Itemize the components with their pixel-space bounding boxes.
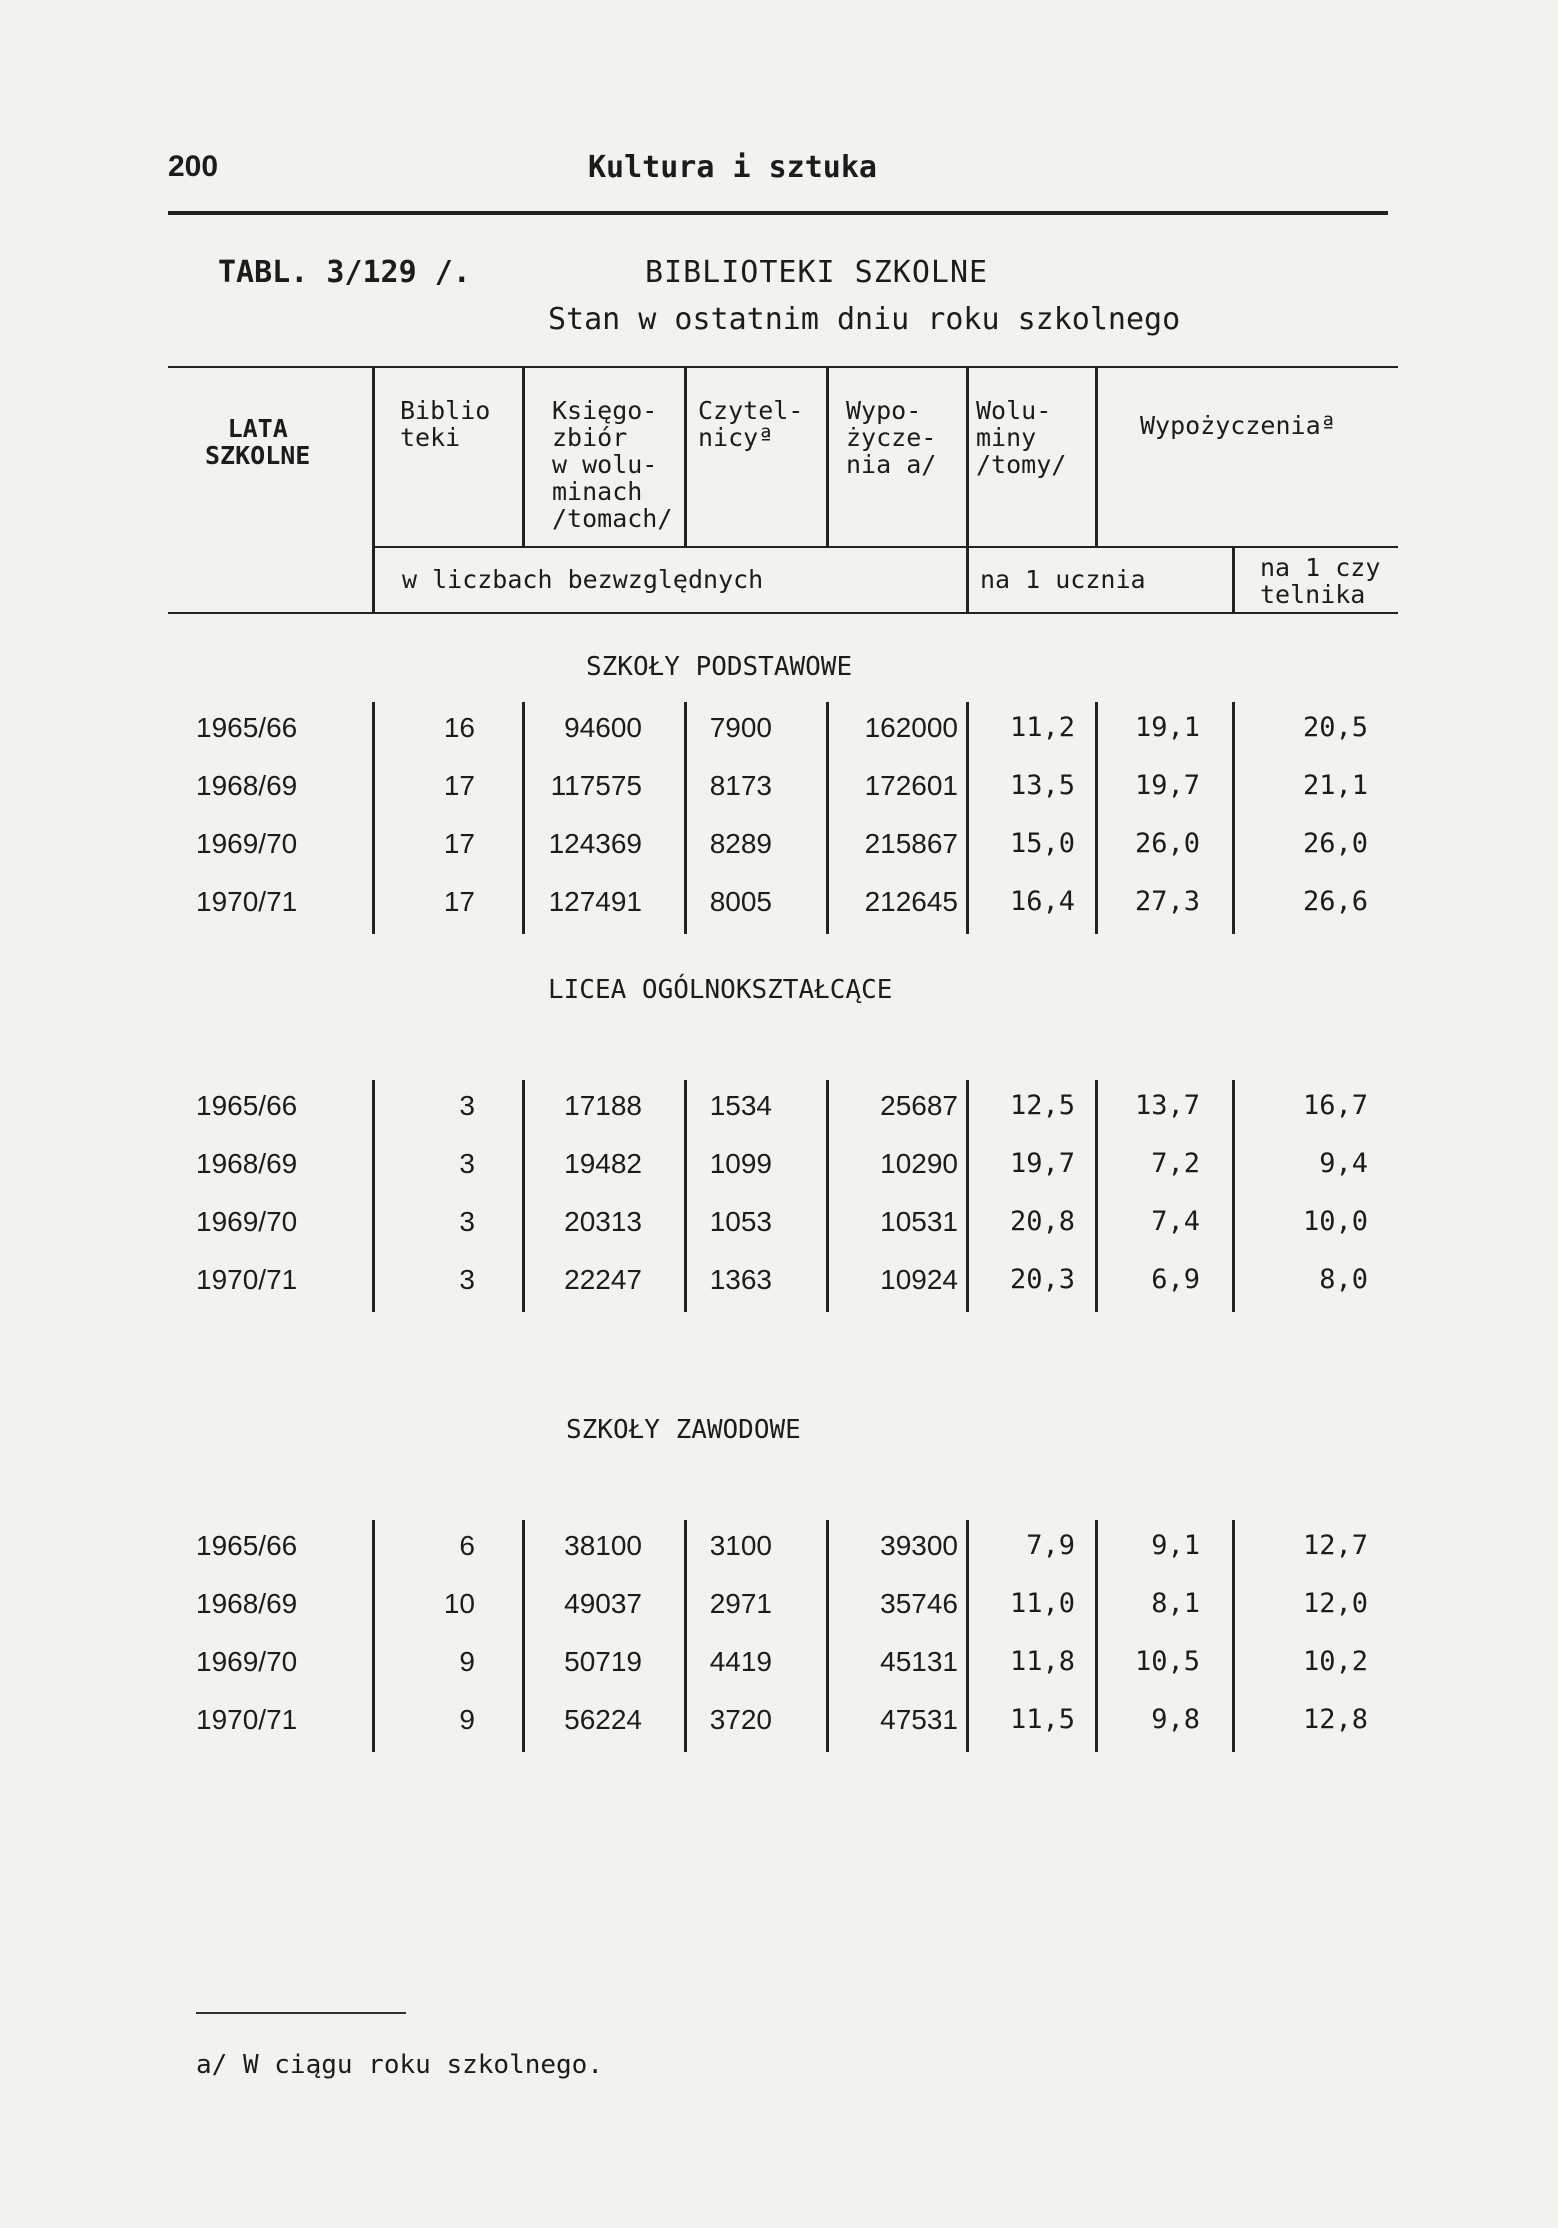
cell-ksieg: 94600 <box>564 712 642 743</box>
cell-wyp: 172601 <box>864 770 958 801</box>
cell-wyp-czyt: 10,2 <box>1302 1646 1368 1677</box>
header-per-pupil: na 1 ucznia <box>980 565 1146 594</box>
cell-ksieg: 19482 <box>564 1148 642 1179</box>
cell-wol: 15,0 <box>1009 828 1075 859</box>
page-number: 200 <box>168 150 219 183</box>
cell-czyt: 3100 <box>709 1530 772 1561</box>
row-year: 1970/71 <box>196 1264 298 1295</box>
cell-wyp-czyt: 26,0 <box>1302 828 1368 859</box>
header-divider-3 <box>684 366 687 546</box>
cell-wyp-czyt: 12,7 <box>1302 1530 1368 1561</box>
header-wypozyczenia-a: Wypożyczeniaª <box>1140 411 1336 440</box>
row-year: 1968/69 <box>196 1588 298 1619</box>
row-year: 1965/66 <box>196 712 298 743</box>
cell-wol: 16,4 <box>1009 886 1075 917</box>
cell-wol: 11,5 <box>1009 1704 1075 1735</box>
cell-bib: 10 <box>443 1588 475 1619</box>
cell-czyt: 1363 <box>709 1264 772 1295</box>
header-divider-2 <box>522 366 525 546</box>
cell-wyp: 45131 <box>880 1646 958 1677</box>
header-divider-1 <box>372 366 375 612</box>
column-divider <box>522 1520 525 1752</box>
header-years: LATA SZKOLNE <box>205 414 311 470</box>
cell-wyp-uczn: 9,8 <box>1151 1704 1200 1735</box>
cell-ksieg: 38100 <box>564 1530 642 1561</box>
cell-bib: 3 <box>459 1090 475 1121</box>
column-divider <box>1095 702 1098 934</box>
cell-czyt: 3720 <box>709 1704 772 1735</box>
header-divider-6 <box>1095 366 1098 546</box>
cell-czyt: 8289 <box>709 828 772 859</box>
header-mid-rule <box>375 546 1398 548</box>
table-title: BIBLIOTEKI SZKOLNE <box>645 255 989 290</box>
cell-ksieg: 17188 <box>564 1090 642 1121</box>
column-divider <box>1232 702 1235 934</box>
running-title: Kultura i sztuka <box>588 150 877 185</box>
header-czytelnicy: Czytel- nicyª <box>698 396 804 452</box>
cell-ksieg: 127491 <box>548 886 642 917</box>
cell-wyp-uczn: 8,1 <box>1151 1588 1200 1619</box>
cell-bib: 9 <box>459 1704 475 1735</box>
cell-wyp-uczn: 19,1 <box>1134 712 1200 743</box>
header-bottom-rule <box>168 612 1398 614</box>
cell-wyp-uczn: 13,7 <box>1134 1090 1200 1121</box>
row-year: 1969/70 <box>196 1206 298 1237</box>
cell-wyp-czyt: 12,0 <box>1302 1588 1368 1619</box>
cell-wyp-czyt: 20,5 <box>1302 712 1368 743</box>
cell-wyp-czyt: 10,0 <box>1302 1206 1368 1237</box>
cell-wyp-uczn: 7,2 <box>1151 1148 1200 1179</box>
section-title: LICEA OGÓLNOKSZTAŁCĄCE <box>548 975 893 1005</box>
cell-wyp: 162000 <box>864 712 958 743</box>
cell-wol: 20,8 <box>1009 1206 1075 1237</box>
header-per-reader: na 1 czy telnika <box>1260 553 1381 609</box>
cell-wyp-czyt: 26,6 <box>1302 886 1368 917</box>
column-divider <box>826 702 829 934</box>
column-divider <box>1232 1520 1235 1752</box>
cell-wyp-czyt: 21,1 <box>1302 770 1368 801</box>
row-year: 1968/69 <box>196 1148 298 1179</box>
cell-ksieg: 56224 <box>564 1704 642 1735</box>
cell-wol: 20,3 <box>1009 1264 1075 1295</box>
row-year: 1970/71 <box>196 1704 298 1735</box>
row-year: 1965/66 <box>196 1090 298 1121</box>
cell-czyt: 8173 <box>709 770 772 801</box>
cell-bib: 3 <box>459 1206 475 1237</box>
header-rule <box>168 211 1388 215</box>
cell-wyp: 25687 <box>880 1090 958 1121</box>
column-divider <box>522 702 525 934</box>
header-top-rule <box>168 366 1398 368</box>
header-woluminy: Wolu- miny /tomy/ <box>976 396 1067 479</box>
cell-wyp-czyt: 12,8 <box>1302 1704 1368 1735</box>
cell-wyp: 10531 <box>880 1206 958 1237</box>
column-divider <box>684 702 687 934</box>
cell-wol: 13,5 <box>1009 770 1075 801</box>
column-divider <box>826 1080 829 1312</box>
cell-wol: 19,7 <box>1009 1148 1075 1179</box>
cell-wyp-czyt: 9,4 <box>1319 1148 1368 1179</box>
cell-bib: 17 <box>443 886 475 917</box>
cell-czyt: 1099 <box>709 1148 772 1179</box>
column-divider <box>372 702 375 934</box>
cell-czyt: 8005 <box>709 886 772 917</box>
column-divider <box>372 1520 375 1752</box>
section-title: SZKOŁY PODSTAWOWE <box>586 652 853 682</box>
section-title: SZKOŁY ZAWODOWE <box>566 1415 801 1445</box>
cell-wyp: 212645 <box>864 886 958 917</box>
cell-wyp-czyt: 8,0 <box>1319 1264 1368 1295</box>
cell-wyp-uczn: 26,0 <box>1134 828 1200 859</box>
cell-wyp-uczn: 7,4 <box>1151 1206 1200 1237</box>
cell-wyp: 215867 <box>864 828 958 859</box>
column-divider <box>1232 1080 1235 1312</box>
cell-bib: 17 <box>443 828 475 859</box>
cell-ksieg: 50719 <box>564 1646 642 1677</box>
cell-wol: 11,2 <box>1009 712 1075 743</box>
column-divider <box>1095 1080 1098 1312</box>
cell-wol: 12,5 <box>1009 1090 1075 1121</box>
column-divider <box>684 1080 687 1312</box>
cell-wyp: 10290 <box>880 1148 958 1179</box>
row-year: 1969/70 <box>196 1646 298 1677</box>
header-ksiegozbior: Księgo- zbiór w wolu- minach /tomach/ <box>552 396 673 533</box>
cell-wol: 11,0 <box>1009 1588 1075 1619</box>
cell-ksieg: 124369 <box>548 828 642 859</box>
row-year: 1969/70 <box>196 828 298 859</box>
cell-bib: 3 <box>459 1264 475 1295</box>
cell-wyp-czyt: 16,7 <box>1302 1090 1368 1121</box>
cell-wyp-uczn: 19,7 <box>1134 770 1200 801</box>
cell-wol: 11,8 <box>1009 1646 1075 1677</box>
cell-wyp: 10924 <box>880 1264 958 1295</box>
column-divider <box>966 1080 969 1312</box>
column-divider <box>372 1080 375 1312</box>
table-number: TABL. 3/129 /. <box>218 255 471 290</box>
header-biblioteki: Biblio teki <box>400 396 491 452</box>
column-divider <box>1095 1520 1098 1752</box>
cell-czyt: 2971 <box>709 1588 772 1619</box>
header-wypozyczenia: Wypo- życze- nia a/ <box>846 396 937 479</box>
cell-bib: 3 <box>459 1148 475 1179</box>
row-year: 1968/69 <box>196 770 298 801</box>
footnote: a/ W ciągu roku szkolnego. <box>196 2050 603 2080</box>
cell-ksieg: 49037 <box>564 1588 642 1619</box>
footnote-rule <box>196 2012 406 2014</box>
cell-wyp-uczn: 9,1 <box>1151 1530 1200 1561</box>
cell-czyt: 7900 <box>709 712 772 743</box>
cell-ksieg: 22247 <box>564 1264 642 1295</box>
cell-bib: 6 <box>459 1530 475 1561</box>
cell-wyp-uczn: 27,3 <box>1134 886 1200 917</box>
column-divider <box>966 1520 969 1752</box>
column-divider <box>966 702 969 934</box>
cell-ksieg: 20313 <box>564 1206 642 1237</box>
header-divider-4 <box>826 366 829 546</box>
row-year: 1965/66 <box>196 1530 298 1561</box>
cell-wyp-uczn: 6,9 <box>1151 1264 1200 1295</box>
header-absolute: w liczbach bezwzględnych <box>402 565 764 594</box>
column-divider <box>522 1080 525 1312</box>
table-subtitle: Stan w ostatnim dniu roku szkolnego <box>548 302 1181 337</box>
cell-wol: 7,9 <box>1026 1530 1075 1561</box>
cell-bib: 16 <box>443 712 475 743</box>
header-divider-5 <box>966 366 969 612</box>
cell-czyt: 4419 <box>709 1646 772 1677</box>
cell-wyp: 35746 <box>880 1588 958 1619</box>
header-divider-7 <box>1232 546 1235 612</box>
cell-bib: 17 <box>443 770 475 801</box>
cell-czyt: 1053 <box>709 1206 772 1237</box>
cell-bib: 9 <box>459 1646 475 1677</box>
row-year: 1970/71 <box>196 886 298 917</box>
column-divider <box>826 1520 829 1752</box>
cell-czyt: 1534 <box>709 1090 772 1121</box>
cell-wyp-uczn: 10,5 <box>1134 1646 1200 1677</box>
column-divider <box>684 1520 687 1752</box>
cell-ksieg: 117575 <box>550 770 642 801</box>
cell-wyp: 47531 <box>880 1704 958 1735</box>
cell-wyp: 39300 <box>880 1530 958 1561</box>
